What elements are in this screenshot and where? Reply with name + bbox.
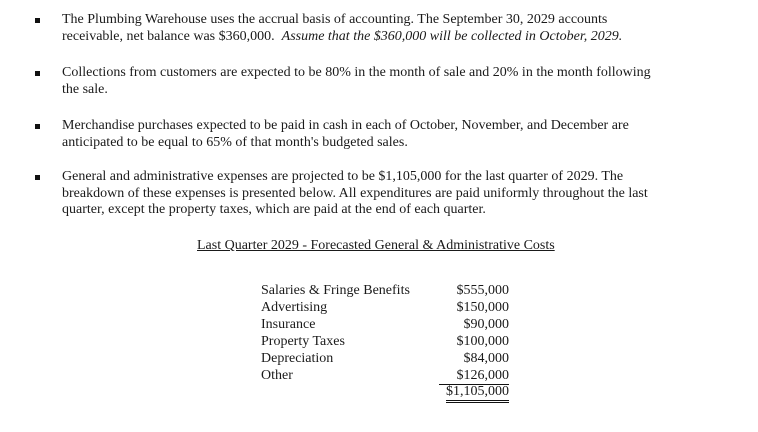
row-label: Insurance [261, 317, 316, 332]
total-amount: $1,105,000 [446, 384, 509, 403]
bullet-text [62, 65, 712, 98]
row-amount: $90,000 [463, 317, 509, 332]
text-line: quarter, except the property taxes, which are paid at the end of each quarter. [62, 202, 486, 217]
text-line: receivable, net balance was $360,000. [62, 28, 275, 44]
row-amount: $100,000 [456, 334, 509, 349]
cost-table [261, 282, 521, 401]
row-amount: $555,000 [456, 283, 509, 298]
table-row [261, 282, 521, 299]
text-line: breakdown of these expenses is presented below. All expenditures are paid uniformly throughout the last [62, 185, 648, 201]
text-line: Merchandise purchases expected to be paid in cash in each of October, November, and December are [62, 118, 629, 133]
row-amount: $126,000 [439, 367, 510, 385]
text-line-with-assumption [62, 29, 712, 46]
row-amount: $150,000 [456, 300, 509, 315]
text-line: The Plumbing Warehouse uses the accrual basis of accounting. The September 30, 2029 accounts [62, 12, 608, 27]
text-line: anticipated to be equal to 65% of that month's budgeted sales. [62, 134, 408, 150]
table-total-row [261, 384, 521, 401]
row-label: Salaries & Fringe Benefits [261, 283, 410, 298]
assumption-note: Assume that the $360,000 will be collected in October, 2029. [281, 28, 623, 44]
table-title: Last Quarter 2029 - Forecasted General & Administrative Costs [197, 238, 555, 253]
table-row [261, 299, 521, 316]
row-label: Advertising [261, 300, 328, 315]
table-row [261, 350, 521, 367]
row-label: Depreciation [261, 351, 334, 366]
text-line: Collections from customers are expected to be 80% in the month of sale and 20% in the month following [62, 65, 651, 80]
text-line: General and administrative expenses are projected to be $1,105,000 for the last quarter of 2029. The [62, 169, 624, 184]
bullet-marker-icon [35, 124, 40, 129]
bullet-marker-icon [35, 71, 40, 76]
text-line: the sale. [62, 81, 108, 97]
table-row [261, 333, 521, 350]
bullet-text [62, 118, 712, 151]
row-amount: $84,000 [463, 351, 509, 366]
bullet-marker-icon [35, 175, 40, 180]
table-row [261, 316, 521, 333]
table-row [261, 367, 521, 384]
bullet-text [62, 12, 712, 45]
bullet-marker-icon [35, 18, 40, 23]
row-label: Property Taxes [261, 334, 345, 349]
bullet-text [62, 169, 712, 219]
row-label: Other [261, 368, 293, 383]
